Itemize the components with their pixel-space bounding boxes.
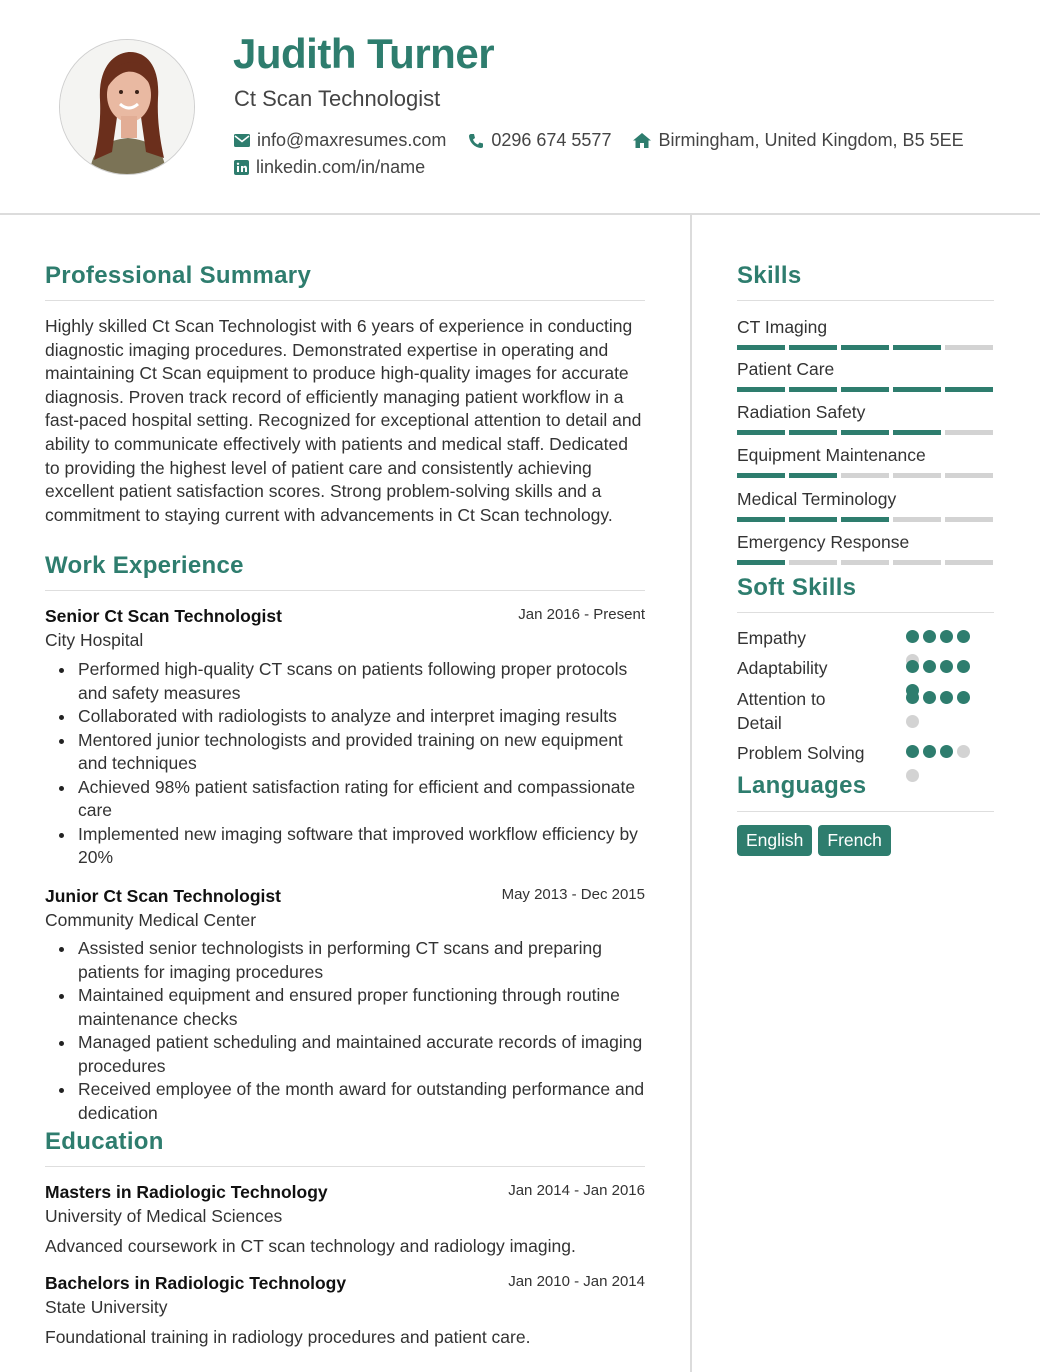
rating-dot (906, 715, 919, 728)
skill-name: Medical Terminology (737, 489, 897, 509)
school-name: State University (45, 1297, 168, 1317)
column-divider (690, 215, 692, 1372)
email-text: info@maxresumes.com (257, 130, 447, 150)
rating-dot (923, 630, 936, 643)
rating-dot (923, 691, 936, 704)
skill-level-segment (893, 517, 941, 522)
skill-level-bar (737, 387, 997, 392)
skill-level-segment (841, 430, 889, 435)
candidate-title: Ct Scan Technologist (234, 86, 441, 111)
job-bullet: Collaborated with radiologists to analyze and interpret imaging results (45, 705, 645, 729)
soft-skill-name: Adaptability (737, 658, 828, 678)
summary-rule (45, 300, 645, 301)
contact-row-2 (234, 157, 447, 178)
education-date: Jan 2010 - Jan 2014 (508, 1273, 645, 1290)
candidate-name: Judith Turner (233, 30, 495, 77)
rating-dot (906, 691, 919, 704)
rating-dot (906, 745, 919, 758)
rating-dot (923, 745, 936, 758)
education-description: Advanced coursework in CT scan technology and radiology imaging. (45, 1236, 576, 1256)
rating-dot (940, 691, 953, 704)
job-bullet: Managed patient scheduling and maintained accurate records of imaging procedures (45, 1031, 645, 1078)
soft-skills-heading: Soft Skills (737, 574, 857, 601)
skill-level-segment (841, 560, 889, 565)
rating-dot (923, 660, 936, 673)
job-bullet: Achieved 98% patient satisfaction rating for efficient and compassionate care (45, 776, 645, 823)
skill-name: Equipment Maintenance (737, 445, 926, 465)
rating-dot (940, 745, 953, 758)
skill-level-bar (737, 560, 997, 565)
education-date: Jan 2014 - Jan 2016 (508, 1182, 645, 1199)
education-heading: Education (45, 1128, 164, 1155)
skill-level-segment (789, 560, 837, 565)
skill-level-segment (945, 517, 993, 522)
envelope-icon (234, 134, 250, 147)
job-bullets (45, 658, 645, 870)
language-tags (737, 825, 897, 856)
job-bullets (45, 937, 645, 1125)
languages-heading: Languages (737, 772, 867, 799)
address-text: Birmingham, United Kingdom, B5 5EE (658, 130, 964, 150)
contact-email[interactable] (234, 130, 446, 151)
job-date: May 2013 - Dec 2015 (501, 886, 645, 903)
language-tag: French (818, 825, 890, 856)
rating-dot (906, 660, 919, 673)
skill-name: Emergency Response (737, 532, 910, 552)
job-bullet: Maintained equipment and ensured proper functioning through routine maintenance checks (45, 984, 645, 1031)
job-organization: City Hospital (45, 630, 144, 650)
rating-dot (906, 769, 919, 782)
skills-heading: Skills (737, 262, 802, 289)
experience-heading: Work Experience (45, 552, 244, 579)
skill-level-segment (737, 387, 785, 392)
rating-dot (957, 691, 970, 704)
skill-level-segment (789, 517, 837, 522)
skill-level-bar (737, 473, 997, 478)
rating-dot (906, 630, 919, 643)
resume-header (0, 0, 1040, 215)
contact-linkedin[interactable] (234, 157, 425, 178)
skill-level-bar (737, 430, 997, 435)
contact-address (633, 130, 963, 151)
skill-name: Radiation Safety (737, 402, 866, 422)
skill-name: Patient Care (737, 359, 835, 379)
skill-level-segment (841, 473, 889, 478)
skill-level-segment (893, 345, 941, 350)
skill-level-segment (737, 560, 785, 565)
skill-level-segment (893, 560, 941, 565)
job-bullet: Performed high-quality CT scans on patients following proper protocols and safety measures (45, 658, 645, 705)
linkedin-icon (234, 160, 249, 175)
education-rule (45, 1166, 645, 1167)
skill-level-segment (893, 430, 941, 435)
skill-level-segment (945, 345, 993, 350)
contact-row (234, 130, 986, 151)
degree-title: Bachelors in Radiologic Technology (45, 1273, 347, 1293)
skills-rule (737, 300, 994, 301)
job-title: Junior Ct Scan Technologist (45, 886, 281, 906)
phone-text: 0296 674 5577 (491, 130, 612, 150)
home-icon (633, 133, 651, 148)
soft-skill-name: Problem Solving (737, 743, 865, 763)
soft-skills-rule (737, 612, 994, 613)
job-organization: Community Medical Center (45, 910, 257, 930)
rating-dot (957, 660, 970, 673)
job-bullet: Mentored junior technologists and provided training on new equipment and techniques (45, 729, 645, 776)
rating-dot (957, 630, 970, 643)
avatar-illustration (60, 40, 195, 175)
education-description: Foundational training in radiology procedures and patient care. (45, 1327, 531, 1347)
job-date: Jan 2016 - Present (518, 606, 645, 623)
summary-text: Highly skilled Ct Scan Technologist with 6 years of experience in conducting diagnostic imaging procedures. Demonstrated expertise in operating and maintaining Ct Scan equipment to produce high-quality images for accurate diagnosis. Proven track record of efficiently managing patient workflow in a fast-paced hospital setting. Recognized for exceptional attention to detail and ability to communicate effectively with patients and medical staff. Dedicated to providing the highest level of patient care and consistently achieving excellent patient satisfaction scores. Strong problem-solving skills and a commitment to staying current with advancements in Ct Scan technology. (45, 316, 642, 525)
summary-heading: Professional Summary (45, 262, 312, 289)
skill-level-segment (841, 345, 889, 350)
skill-level-segment (841, 517, 889, 522)
job-bullet: Implemented new imaging software that improved workflow efficiency by 20% (45, 823, 645, 870)
skill-level-bar (737, 517, 997, 522)
contact-phone[interactable] (468, 130, 611, 151)
degree-title: Masters in Radiologic Technology (45, 1182, 328, 1202)
skill-level-segment (789, 387, 837, 392)
skill-level-segment (789, 345, 837, 350)
skill-level-segment (893, 473, 941, 478)
skill-level-segment (945, 430, 993, 435)
job-bullet: Assisted senior technologists in performing CT scans and preparing patients for imaging procedures (45, 937, 645, 984)
languages-rule (737, 811, 994, 812)
language-tag: English (737, 825, 812, 856)
skill-level-segment (737, 430, 785, 435)
job-title: Senior Ct Scan Technologist (45, 606, 282, 626)
skill-level-segment (789, 473, 837, 478)
school-name: University of Medical Sciences (45, 1206, 283, 1226)
soft-skill-rating (906, 745, 981, 793)
skill-level-segment (737, 473, 785, 478)
soft-skill-name: Empathy (737, 628, 807, 648)
rating-dot (940, 660, 953, 673)
skill-level-segment (945, 473, 993, 478)
soft-skill-name: Attention to Detail (737, 689, 826, 733)
skill-level-segment (737, 517, 785, 522)
skill-level-segment (737, 345, 785, 350)
soft-skill-rating (906, 691, 981, 739)
skill-name: CT Imaging (737, 317, 828, 337)
job-bullet: Received employee of the month award for outstanding performance and dedication (45, 1078, 645, 1125)
rating-dot (940, 630, 953, 643)
experience-rule (45, 590, 645, 591)
skill-level-segment (893, 387, 941, 392)
skill-level-segment (789, 430, 837, 435)
skill-level-bar (737, 345, 997, 350)
rating-dot (957, 745, 970, 758)
skill-level-segment (841, 387, 889, 392)
linkedin-text: linkedin.com/in/name (256, 157, 426, 177)
skill-level-segment (945, 560, 993, 565)
profile-photo (59, 39, 195, 175)
phone-icon (468, 133, 484, 149)
skill-level-segment (945, 387, 993, 392)
